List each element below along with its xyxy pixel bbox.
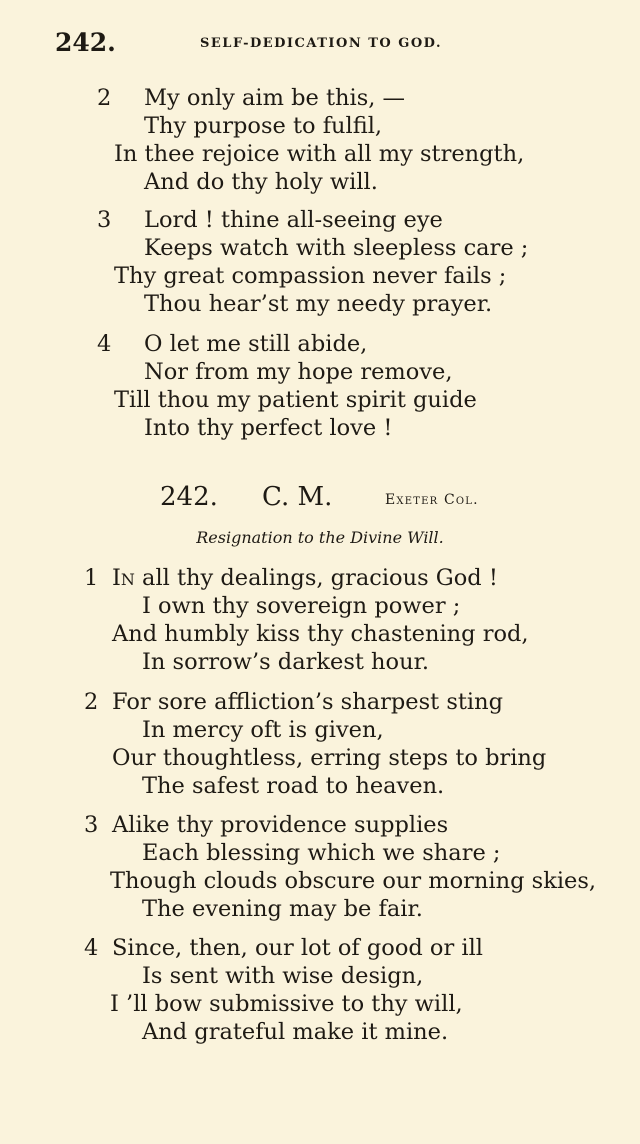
verse-line: In thee rejoice with all my strength, <box>114 141 525 167</box>
verse-line: I own thy sovereign power ; <box>142 593 461 619</box>
verse-line: The evening may be fair. <box>142 896 423 922</box>
verse-line: Thy purpose to fulfil, <box>144 113 383 139</box>
stanza-number: 1 <box>84 565 99 591</box>
verse-line: The safest road to heaven. <box>142 773 445 799</box>
verse-line: Keeps watch with sleepless care ; <box>144 235 529 261</box>
verse-line: In mercy oft is given, <box>142 717 384 743</box>
verse-line: My only aim be this, — <box>144 85 406 111</box>
verse-line: Into thy perfect love ! <box>144 415 393 441</box>
verse-line: Till thou my patient spirit guide <box>114 387 477 413</box>
stanza-number: 4 <box>84 935 99 961</box>
first-word-small-caps: In <box>112 565 135 591</box>
verse-line <box>112 564 498 592</box>
hymn-heading <box>0 482 640 518</box>
stanza-number: 3 <box>97 207 112 233</box>
verse-line: Thou hear’st my needy prayer. <box>144 291 493 317</box>
stanza-number: 4 <box>97 331 112 357</box>
hymn-meter: C. M. <box>262 482 333 512</box>
verse-line: And do thy holy will. <box>144 169 378 195</box>
verse-line: I ’ll bow submissive to thy will, <box>110 991 463 1017</box>
verse-line: Is sent with wise design, <box>142 963 424 989</box>
hymn-number: 242. <box>160 482 218 512</box>
hymn-subtitle: Resignation to the Divine Will. <box>196 528 444 547</box>
verse-line: O let me still abide, <box>144 331 368 357</box>
verse-line: For sore affliction’s sharpest sting <box>112 689 504 715</box>
verse-line: Lord ! thine all-seeing eye <box>144 207 443 233</box>
stanza-number: 3 <box>84 812 99 838</box>
verse-line: Nor from my hope remove, <box>144 359 453 385</box>
stanza-number: 2 <box>97 85 112 111</box>
verse-line: Since, then, our lot of good or ill <box>112 935 483 961</box>
verse-line: Our thoughtless, erring steps to bring <box>112 745 547 771</box>
hymn-tune: Exeter Col. <box>385 492 479 508</box>
stanza-number: 2 <box>84 689 99 715</box>
verse-line-rest: all thy dealings, gracious God ! <box>134 565 498 591</box>
verse-line: Alike thy providence supplies <box>112 812 449 838</box>
verse-line: And grateful make it mine. <box>142 1019 449 1045</box>
running-page-number: 242. <box>55 28 116 57</box>
verse-line: Though clouds obscure our morning skies, <box>110 868 597 894</box>
verse-line: Each blessing which we share ; <box>142 840 501 866</box>
running-title: SELF-DEDICATION TO GOD. <box>200 36 443 51</box>
verse-line: And humbly kiss thy chastening rod, <box>112 621 529 647</box>
verse-line: In sorrow’s darkest hour. <box>142 649 430 675</box>
verse-line: Thy great compassion never fails ; <box>114 263 507 289</box>
